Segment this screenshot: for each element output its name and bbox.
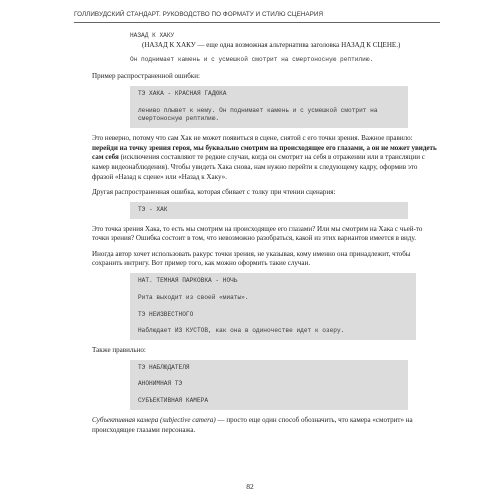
bold-rule: перейди на точку зрения героя, мы буквально смотрим на происходящее его глазами, а он не может увидеть сам себя xyxy=(92,143,437,162)
text-run: — просто еще один способ обозначить, что камера «смотрит» на происходящее глазами персонажа. xyxy=(92,416,413,434)
running-header: ГОЛЛИВУДСКИЙ СТАНДАРТ. РУКОВОДСТВО ПО ФОРМАТУ И СТИЛЮ СЦЕНАРИЯ xyxy=(74,11,324,18)
paragraph-other-error: Другая распространенная ошибка, которая сбивает с толку при чтении сценария: xyxy=(92,188,336,197)
page-number: 82 xyxy=(246,482,254,491)
example-line: ТЭ - ХАК xyxy=(138,205,168,213)
script-example-box-3 xyxy=(130,273,416,340)
example-line: ТЭ ХАКА - КРАСНАЯ ГАДЮКА xyxy=(138,89,227,97)
italic-term: Субъективная камера (subjective camera) xyxy=(92,416,216,425)
page-body xyxy=(92,27,440,435)
example-line: лениво плывет к нему. Он поднимает камень и с усмешкой смотрит на смертоносную рептилию. xyxy=(138,106,382,123)
example-line: АНОНИМНАЯ ТЭ xyxy=(138,380,183,388)
paragraph-error-intro: Пример распространенной ошибки: xyxy=(92,72,200,81)
parenthetical: (НАЗАД К ХАКУ — еще одна возможная альтернатива заголовка НАЗАД К СЦЕНЕ.) xyxy=(142,40,401,49)
example-line: НАТ. ТЕМНАЯ ПАРКОВКА - НОЧЬ xyxy=(138,276,238,284)
paragraph-subjective-camera xyxy=(92,416,440,435)
example-line: СУБЪЕКТИВНАЯ КАМЕРА xyxy=(138,397,209,405)
paragraph-wrong xyxy=(92,134,440,182)
action-line: Он поднимает камень и с усмешкой смотрит на смертоносную рептилию. xyxy=(130,56,374,64)
header-divider xyxy=(74,22,440,23)
paragraph-whose-pov: Это точка зрения Хака, то есть мы смотрим на происходящее его глазами? Или мы смотрим на Хака с чьей-то точки зрения? Ошибка состоит в том, что невозможно разобраться, какой из этих вариантов имеется в виду. xyxy=(92,224,423,243)
example-line: ТЭ НЕИЗВЕСТНОГО xyxy=(138,310,194,318)
text-run: (исключения составляют те редкие случаи, когда он смотрит на себя в отражении или в трансляции с камер видеонаблюдения). Чтобы увидеть Хака снова, нам нужно перейти к следующему кадру, оформив это фразой «Назад к сцене» или «Назад к Хаку». xyxy=(92,153,425,181)
example-line: ТЭ НАБЛЮДАТЕЛЯ xyxy=(138,363,190,371)
example-line: Наблюдает ИЗ КУСТОВ, как она в одиночестве идет к озеру. xyxy=(138,327,345,335)
paragraph-also: Также правильно: xyxy=(92,346,146,355)
script-example-box-4 xyxy=(130,360,408,410)
script-example-box-1 xyxy=(130,86,408,128)
text-run: Это неверно, потому что сам Хак не может появиться в сцене, снятой с его точки зрения. Важное правило: xyxy=(92,134,413,143)
example-line: Рита выходит из своей «миаты». xyxy=(138,293,249,301)
slugline: НАЗАД К ХАКУ xyxy=(130,32,175,39)
script-example-box-2 xyxy=(130,202,408,219)
paragraph-sometimes: Иногда автор хочет использовать ракурс точки зрения, не указывая, кому именно она принадлежит, чтобы сохранить интригу. Вот пример того, как можно оформить такие случаи. xyxy=(92,249,411,268)
